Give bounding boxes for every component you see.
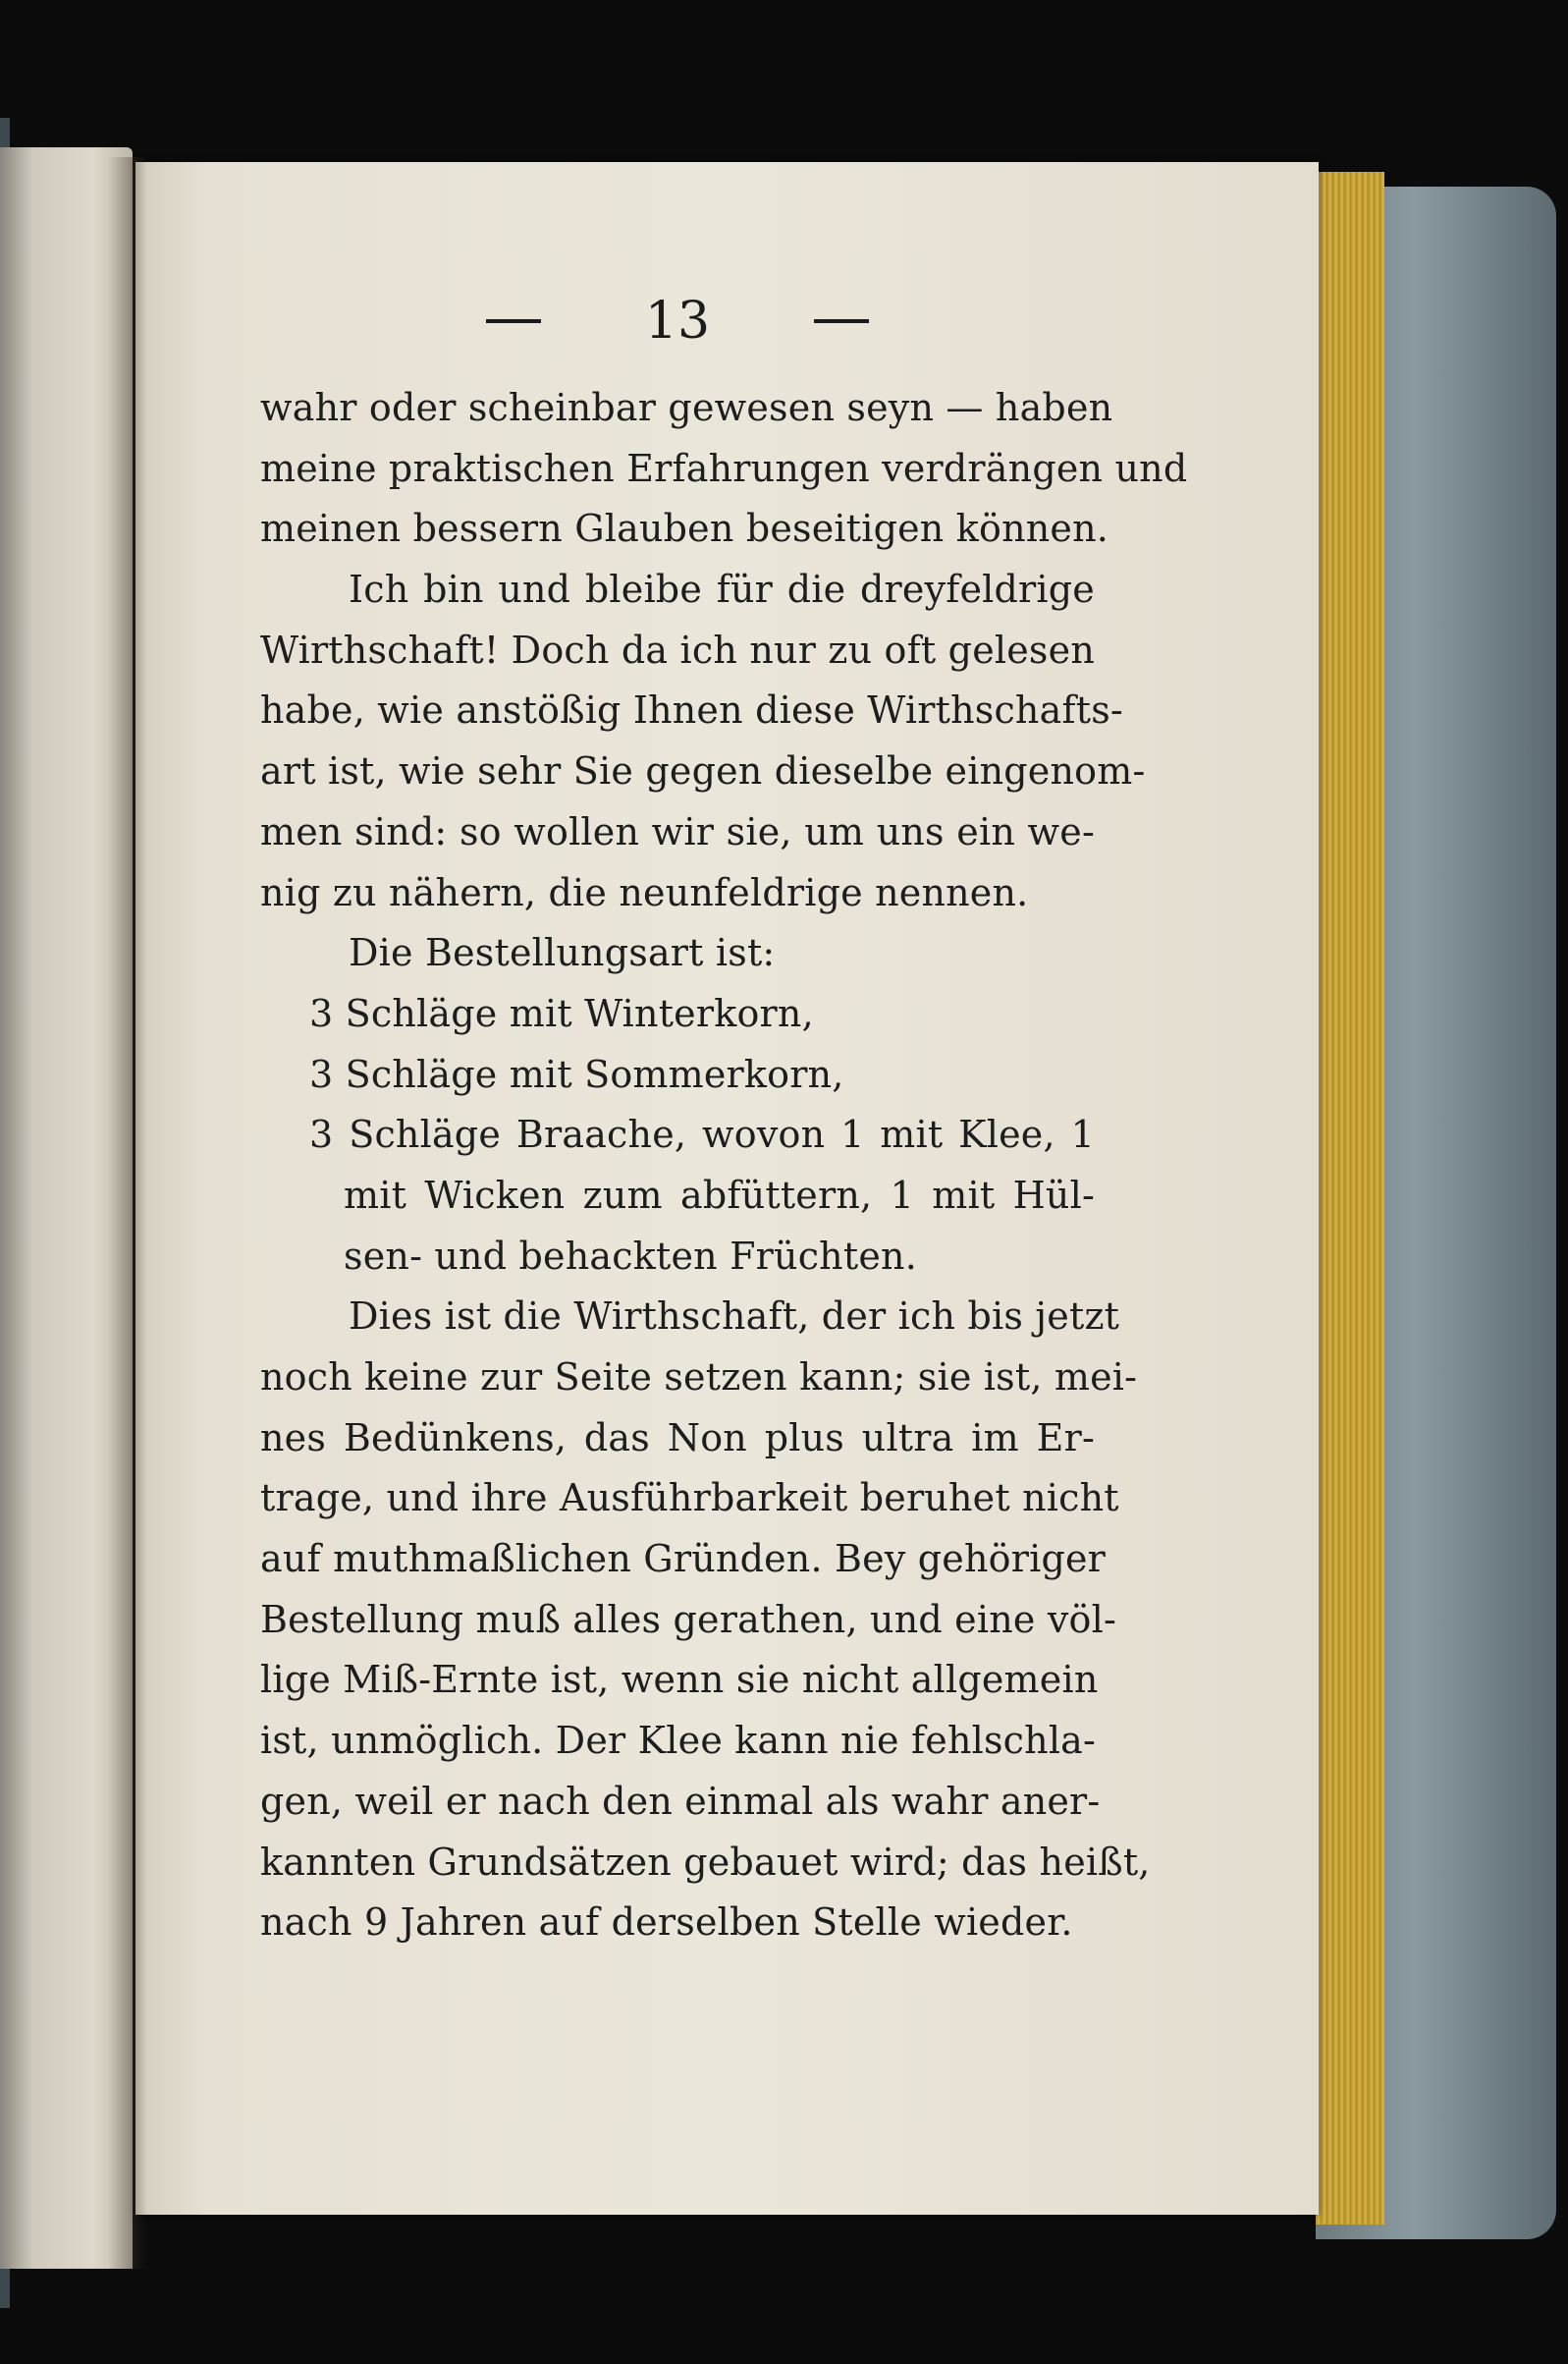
text-line: Ich bin und bleibe für die dreyfeldrige [349,568,1095,612]
text-line: kannten Grundsätzen gebauet wird; das heißt, [260,1840,1151,1884]
text-line: meine praktischen Erfahrungen verdrängen und [260,446,1188,490]
text-line: trage, und ihre Ausführbarkeit beruhet nicht [260,1476,1119,1520]
page-number: 13 [644,292,711,351]
page-body-text [260,378,1188,1953]
text-line: nach 9 Jahren auf derselben Stelle wieder. [260,1900,1073,1945]
text-line: meinen bessern Glauben beseitigen können. [260,507,1109,551]
text-line: nes Bedünkens, das Non plus ultra im Er- [260,1415,1095,1459]
page-header [486,287,869,356]
header-dash-left [486,319,541,323]
text-line: gen, weil er nach den einmal als wahr aner- [260,1779,1101,1823]
header-dash-right [814,319,869,323]
text-line: nig zu nähern, die neunfeldrige nennen. [260,870,1029,914]
text-line: Die Bestellungsart ist: [349,931,776,975]
text-line: Bestellung muß alles gerathen, und eine völ- [260,1597,1117,1641]
gilt-page-edges [1316,172,1384,2225]
text-line: ist, unmöglich. Der Klee kann nie fehlschla- [260,1719,1097,1763]
text-line: auf muthmaßlichen Gründen. Bey gehöriger [260,1537,1107,1581]
list-item: 3 Schläge mit Sommerkorn, [309,1052,844,1096]
list-item: 3 Schläge mit Winterkorn, [309,991,814,1035]
list-item: 3 Schläge Braache, wovon 1 mit Klee, 1 [309,1113,1095,1157]
text-line: art ist, wie sehr Sie gegen dieselbe eingenom- [260,749,1146,794]
text-line: men sind: so wollen wir sie, um uns ein we- [260,809,1095,853]
list-item-continuation: sen- und behackten Früchten. [344,1234,917,1278]
text-line: Wirthschaft! Doch da ich nur zu oft gelesen [260,628,1095,672]
text-line: habe, wie anstößig Ihnen diese Wirthschafts- [260,688,1123,733]
spine-shadow [108,157,147,2269]
text-line: wahr oder scheinbar gewesen seyn — haben [260,386,1113,429]
list-item-continuation: mit Wicken zum abfüttern, 1 mit Hül- [344,1173,1095,1217]
text-line: noch keine zur Seite setzen kann; sie ist, mei- [260,1355,1138,1399]
text-line: Dies ist die Wirthschaft, der ich bis jetzt [349,1294,1120,1339]
text-line: lige Miß-Ernte ist, wenn sie nicht allgemein [260,1658,1099,1702]
